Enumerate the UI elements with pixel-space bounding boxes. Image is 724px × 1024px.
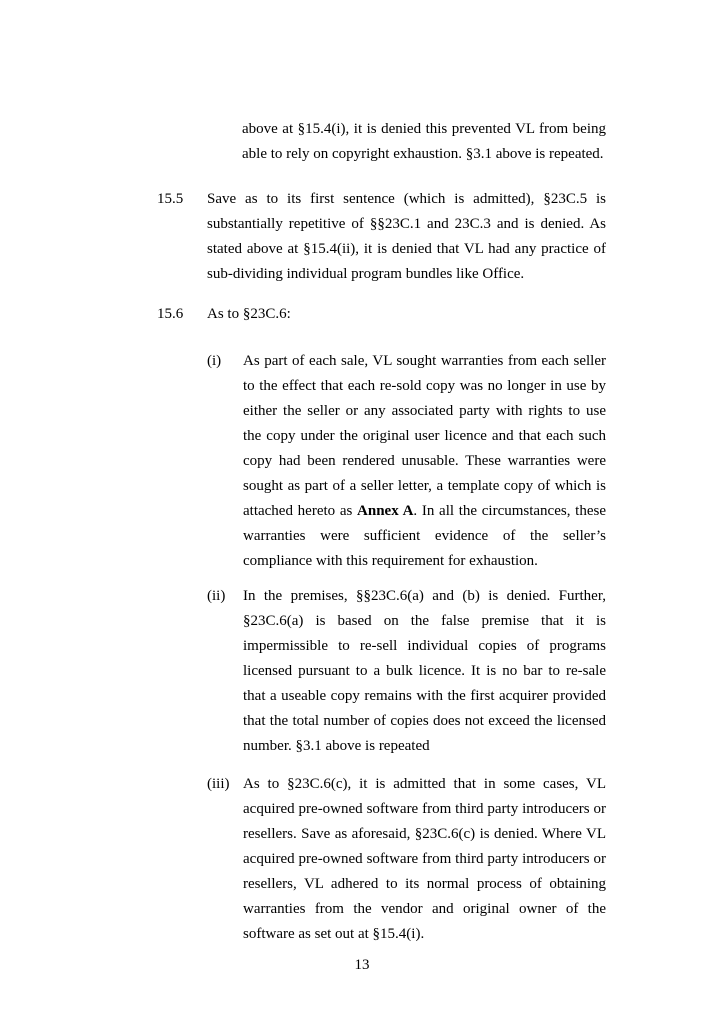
subparagraph-text-after-bold: . In all the circumstances, these warranties were sufficient evidence of the seller’s compliance with this requirement for exhaustion. <box>243 503 606 569</box>
document-body <box>157 117 606 947</box>
subparagraph-marker: (ii) <box>207 588 226 604</box>
page-number: 13 <box>354 957 370 973</box>
subparagraph-text <box>243 584 606 759</box>
paragraph-text: Save as to its first sentence (which is admitted), §23C.5 is substantially repetitive of §§23C.1 and 23C.3 and is denied. As stated above at §15.4(ii), it is denied that VL had any practice of sub-dividing individual program bundles like Office. <box>207 191 606 282</box>
subparagraph-ii <box>207 584 606 759</box>
subparagraph-text-before-bold: As part of each sale, VL sought warranties from each seller to the effect that each re-sold copy was no longer in use by either the seller or any associated party with rights to use the copy under the original user licence and that each such copy had been rendered unusable. These warranties were sought as part of a seller letter, a template copy of which is attached hereto as <box>243 353 606 519</box>
paragraph-15-5 <box>157 187 606 287</box>
subparagraph-i <box>207 349 606 574</box>
subparagraph-marker: (iii) <box>207 776 230 792</box>
subparagraph-text <box>243 349 606 574</box>
paragraph-15-6 <box>157 302 606 327</box>
annex-a-bold-text: Annex A <box>357 503 414 519</box>
subparagraph-text-before-bold: In the premises, §§23C.6(a) and (b) is denied. Further, §23C.6(a) is based on the false premise that it is impermissible to re-sell individual copies of programs licensed pursuant to a bulk licence. It is no bar to re-sale that a useable copy remains with the first acquirer provided that the total number of copies does not exceed the licensed number. §3.1 above is repeated <box>243 588 606 754</box>
subparagraph-text <box>243 772 606 947</box>
subparagraph-marker: (i) <box>207 353 222 369</box>
paragraph-number: 15.6 <box>157 306 184 322</box>
subparagraph-iii <box>207 772 606 947</box>
paragraph-text: As to §23C.6: <box>207 306 291 322</box>
continuation-paragraph: above at §15.4(i), it is denied this prevented VL from being able to rely on copyright exhaustion. §3.1 above is repeated. <box>242 121 606 162</box>
paragraph-number: 15.5 <box>157 191 184 207</box>
subparagraph-text-before-bold: As to §23C.6(c), it is admitted that in some cases, VL acquired pre-owned software from third party introducers or resellers. Save as aforesaid, §23C.6(c) is denied. Where VL acquired pre-owned software from third party introducers or resellers, VL adhered to its normal process of obtaining warranties from the vendor and original owner of the software as set out at §15.4(i). <box>243 776 606 942</box>
